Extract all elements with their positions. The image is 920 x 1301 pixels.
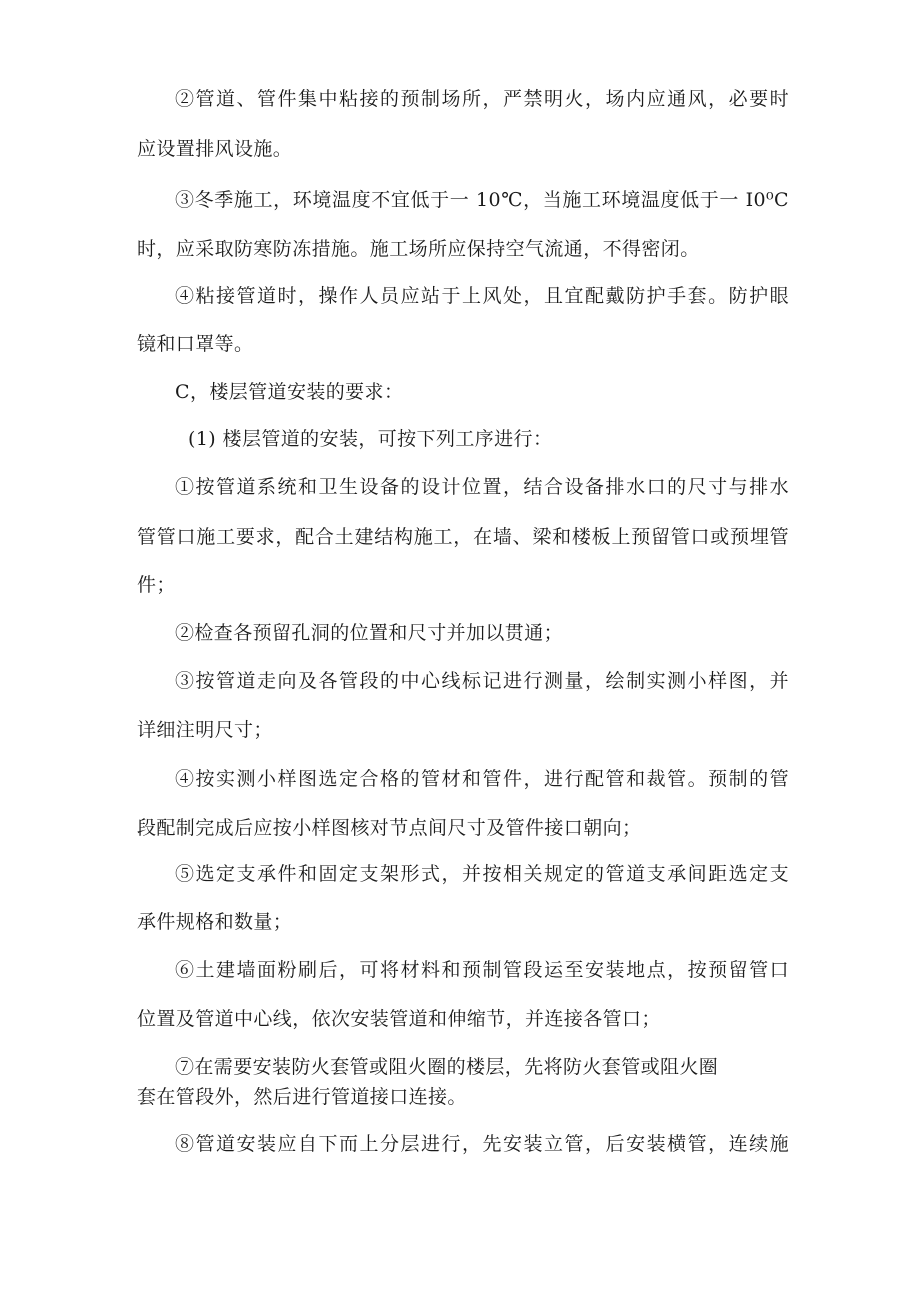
text-line: 管管口施工要求，配合土建结构施工，在墙、梁和楼板上预留管口或预埋管 <box>137 526 789 548</box>
text-line: ①按管道系统和卫生设备的设计位置，结合设备排水口的尺寸与排水 <box>175 476 789 498</box>
text-line: 镜和口罩等。 <box>137 333 254 355</box>
text-line: ④按实测小样图选定合格的管材和管件，进行配管和裁管。预制的管 <box>175 768 789 790</box>
text-line: (1) 楼层管道的安装，可按下列工序进行： <box>188 428 553 450</box>
text-line: 位置及管道中心线，依次安装管道和伸缩节，并连接各管口； <box>137 1008 661 1030</box>
text-line: C，楼层管道安装的要求： <box>175 381 404 403</box>
text-line: 应设置排风设施。 <box>137 138 293 160</box>
text-line: ⑦在需要安装防火套管或阻火圈的楼层，先将防火套管或阻火圈 <box>175 1056 719 1078</box>
text-line: 段配制完成后应按小样图核对节点间尺寸及管件接口朝向； <box>137 817 642 839</box>
text-line: ③按管道走向及各管段的中心线标记进行测量，绘制实测小样图，并 <box>175 670 789 692</box>
text-line: ⑤选定支承件和固定支架形式，并按相关规定的管道支承间距选定支 <box>175 863 789 885</box>
text-line: ②检查各预留孔洞的位置和尺寸并加以贯通； <box>175 622 564 644</box>
text-line: ②管道、管件集中粘接的预制场所，严禁明火，场内应通风，必要时 <box>175 88 789 110</box>
text-line: ④粘接管道时，操作人员应站于上风处，且宜配戴防护手套。防护眼 <box>175 285 789 307</box>
text-line: 件； <box>137 574 176 596</box>
text-line: ③冬季施工，环境温度不宜低于一 10℃，当施工环境温度低于一 I0⁰C <box>175 189 789 211</box>
text-line: 承件规格和数量； <box>137 911 293 933</box>
text-line: 套在管段外，然后进行管道接口连接。 <box>137 1086 467 1108</box>
text-line: ⑧管道安装应自下而上分层进行，先安装立管，后安装横管，连续施 <box>175 1133 789 1155</box>
text-line: ⑥土建墙面粉刷后，可将材料和预制管段运至安装地点，按预留管口 <box>175 959 789 981</box>
text-line: 时，应采取防寒防冻措施。施工场所应保持空气流通，不得密闭。 <box>137 238 700 260</box>
text-line: 详细注明尺寸； <box>137 719 273 741</box>
